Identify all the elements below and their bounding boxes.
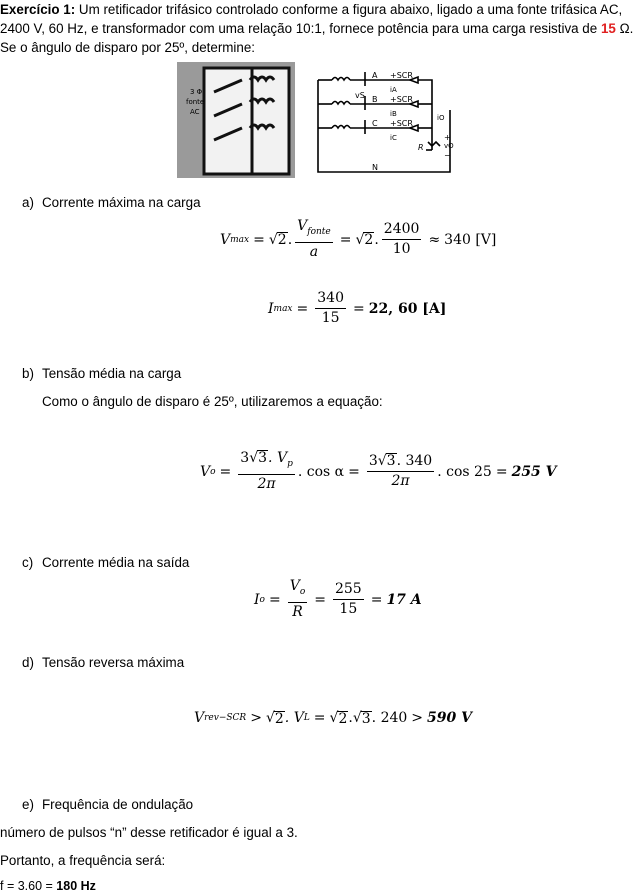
section-e-title: Frequência de ondulação	[42, 797, 194, 812]
current-b: iB	[390, 110, 397, 118]
section-c-letter: c)	[22, 555, 34, 570]
neutral-label: N	[372, 163, 378, 172]
phase-b: B	[372, 95, 378, 104]
section-e-line2: Portanto, a frequência será:	[0, 853, 166, 868]
resistance-value: 15	[600, 21, 616, 36]
scr-b: +SCR	[390, 95, 413, 104]
intro-text-2: Ω. Se o ângulo de disparo por 25º, determine:	[0, 21, 634, 55]
current-c: iC	[390, 134, 397, 142]
scr-a: +SCR	[390, 71, 413, 80]
r-label: R	[418, 143, 424, 152]
section-b-title: Tensão média na carga	[42, 366, 182, 381]
section-c-title: Corrente média na saída	[42, 555, 190, 570]
section-b-heading	[22, 366, 181, 381]
phase-c: C	[372, 119, 378, 128]
section-e-line3	[0, 879, 96, 893]
section-e-heading	[22, 797, 193, 812]
section-b-note: Como o ângulo de disparo é 25º, utilizaremos a equação:	[42, 394, 383, 409]
section-e-line1: número de pulsos “n” desse retificador é igual a 3.	[0, 825, 298, 840]
section-d-title: Tensão reversa máxima	[42, 655, 185, 670]
frequency-result: 180 Hz	[56, 879, 96, 893]
current-a: iA	[390, 86, 397, 94]
equation-imax: I max = $\frac{340}{15}$ = 22, 60 [A]	[268, 290, 447, 326]
plus-label: +	[444, 133, 451, 142]
source-label-2: fonte	[186, 98, 205, 106]
vs-label: vS	[355, 91, 365, 100]
section-b-letter: b)	[22, 366, 34, 381]
equation-vo: V o = $\frac{3√3. V_p}{2\pi}$ . cos α = $\frac{3√3. 340}{2\pi}$ . cos 25 = 255 V	[200, 450, 557, 492]
section-c-heading	[22, 555, 189, 570]
equation-io: I o = $\frac{V_o}{R}$ = $\frac{255}{15}$ = 17 A	[254, 578, 422, 620]
exercise-label: Exercício 1:	[0, 2, 76, 17]
section-a-heading	[22, 195, 201, 210]
equation-vmax: V max = √ 2 . $\frac{V_{fonte}}{a}$ = √ 2 . $\frac{2400}{10}$ ≈ 340 [V]	[220, 218, 497, 260]
source-label-1: 3 Φ	[190, 88, 203, 96]
rectifier-circuit-diagram	[0, 0, 640, 200]
equation-vrev: V rev−SCR > √ 2 . V L = √ 2 . √ 3 . 240 > 590 V	[194, 710, 472, 727]
scr-c: +SCR	[390, 119, 413, 128]
frequency-formula: f = 3.60 =	[0, 879, 57, 893]
section-a-title: Corrente máxima na carga	[42, 195, 201, 210]
minus-label: −	[444, 151, 451, 160]
section-e-letter: e)	[22, 797, 34, 812]
vo-label: vO	[444, 142, 454, 150]
section-a-letter: a)	[22, 195, 34, 210]
section-d-letter: d)	[22, 655, 34, 670]
source-label-3: AC	[190, 108, 200, 116]
section-d-heading	[22, 655, 184, 670]
phase-a: A	[372, 71, 378, 80]
intro-text-1: Um retificador trifásico controlado conforme a figura abaixo, ligado a uma fonte trifásica AC, 2400 V, 60 Hz, e transformador com uma relação 10:1, fornece potência para uma carga resistiva de	[0, 2, 623, 36]
io-label: iO	[437, 114, 445, 122]
